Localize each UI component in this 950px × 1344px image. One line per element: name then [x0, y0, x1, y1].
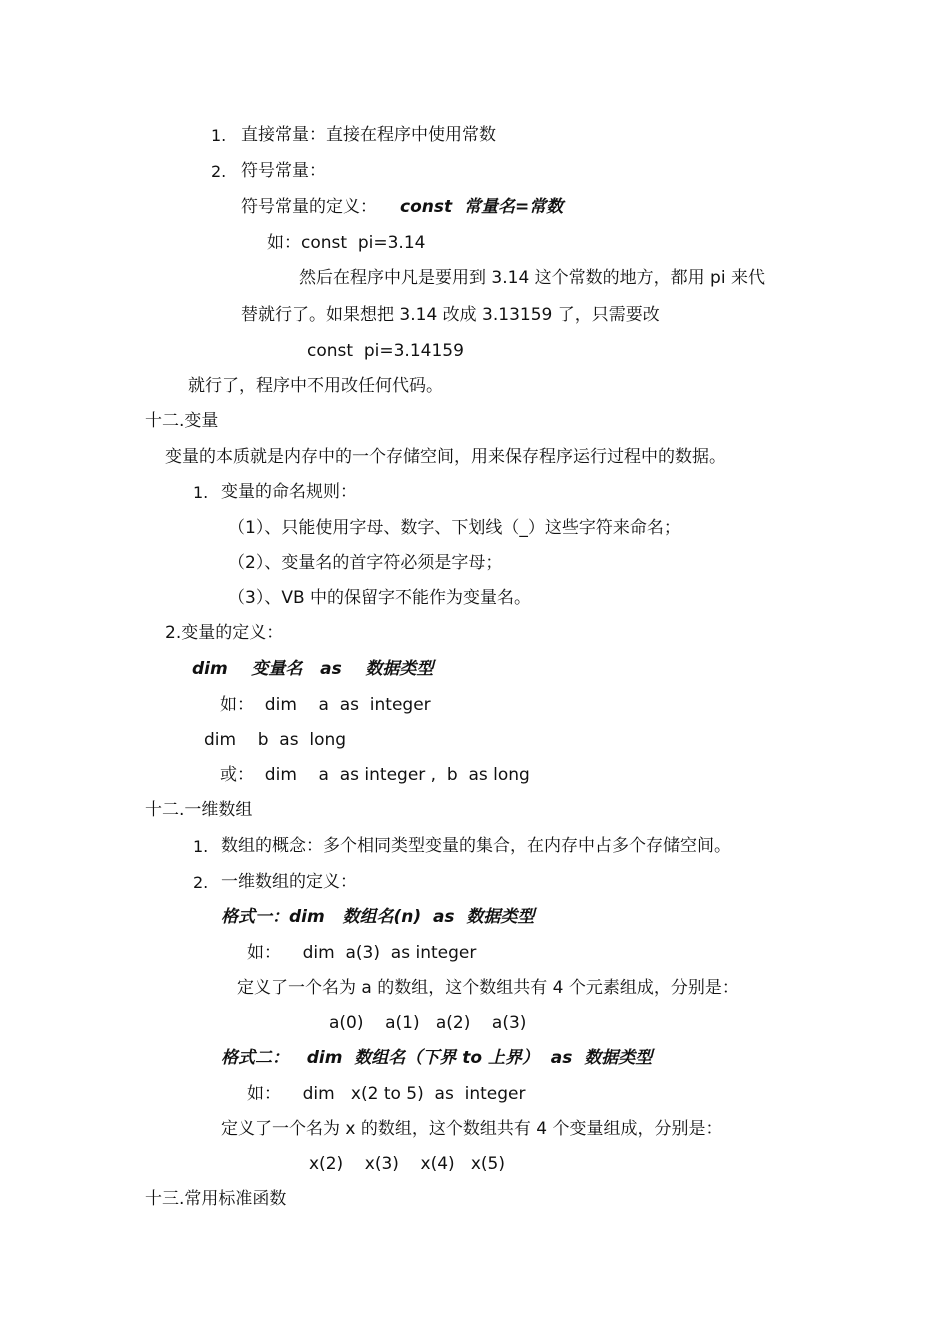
text-line: dim b as long [204, 730, 347, 750]
text-line: （3）、VB 中的保留字不能作为变量名。 [228, 588, 532, 608]
text-line: 如：const pi=3.14 [267, 233, 426, 253]
syntax-text: 格式二： dim 数组名（下界 to 上界） as 数据类型 [221, 1048, 653, 1068]
text-line: 直接常量：直接在程序中使用常数 [241, 125, 496, 145]
text-line: 变量的本质就是内存中的一个存储空间，用来保存程序运行过程中的数据。 [165, 447, 726, 467]
text-line: 定义了一个名为 a 的数组，这个数组共有 4 个元素组成，分别是： [237, 978, 739, 998]
text-line: 然后在程序中凡是要用到 3.14 这个常数的地方，都用 pi 来代 [299, 268, 765, 288]
text-line: 如： dim a(3) as integer [247, 943, 477, 963]
list-number: 1. [193, 483, 209, 502]
list-number: 2. [211, 162, 227, 181]
text-line: 符号常量的定义： [241, 197, 377, 217]
text-line: 符号常量： [241, 161, 326, 181]
text-line: 或： dim a as integer , b as long [220, 765, 530, 785]
syntax-text: dim 变量名 as 数据类型 [192, 659, 434, 679]
syntax-text: 格式一：dim 数组名(n) as 数据类型 [221, 907, 535, 927]
text-line: a(0) a(1) a(2) a(3) [329, 1013, 527, 1033]
text-line: 一维数组的定义： [221, 872, 357, 892]
text-line: 替就行了。如果想把 3.14 改成 3.13159 了，只需要改 [241, 305, 660, 325]
text-line: 如： dim a as integer [220, 695, 431, 715]
list-number: 1. [211, 126, 227, 145]
text-line: （1）、只能使用字母、数字、下划线（_）这些字符来命名； [228, 518, 681, 538]
text-line: 就行了，程序中不用改任何代码。 [188, 376, 443, 396]
text-line: 如： dim x(2 to 5) as integer [247, 1084, 526, 1104]
text-line: x(2) x(3) x(4) x(5) [309, 1154, 506, 1174]
text-line: 2.变量的定义： [165, 623, 284, 643]
text-line: 数组的概念：多个相同类型变量的集合，在内存中占多个存储空间。 [221, 836, 731, 856]
section-heading: 十二.一维数组 [145, 800, 253, 820]
text-line: const pi=3.14159 [307, 341, 464, 361]
text-line: （2）、变量名的首字符必须是字母； [228, 553, 503, 573]
section-heading: 十三.常用标准函数 [145, 1189, 287, 1209]
text-line: 变量的命名规则： [221, 482, 357, 502]
list-number: 1. [193, 837, 209, 856]
syntax-text: const 常量名=常数 [400, 197, 564, 217]
list-number: 2. [193, 873, 209, 892]
text-line: 定义了一个名为 x 的数组，这个数组共有 4 个变量组成，分别是： [221, 1119, 723, 1139]
section-heading: 十二.变量 [145, 411, 219, 431]
